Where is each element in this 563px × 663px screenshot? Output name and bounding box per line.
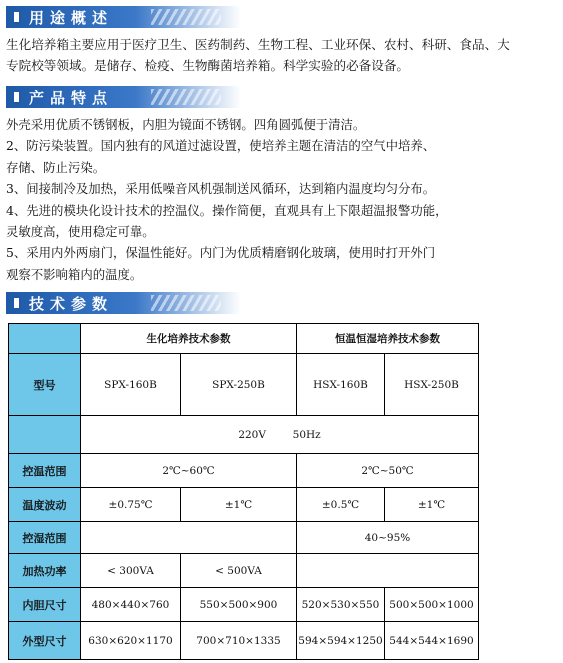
temp-fluct-cell: ±0.75℃ bbox=[81, 488, 181, 522]
inner-size-cell: 550×500×900 bbox=[181, 588, 297, 622]
usage-line: 生化培养箱主要应用于医疗卫生、医药制药、生物工程、工业环保、农村、科研、食品、大 bbox=[6, 37, 510, 52]
outer-size-cell: 544×544×1690 bbox=[385, 622, 479, 660]
inner-size-cell: 480×440×760 bbox=[81, 588, 181, 622]
table-row bbox=[9, 622, 479, 660]
table-row bbox=[9, 588, 479, 622]
temp-fluct-cell: ±1℃ bbox=[385, 488, 479, 522]
feature-line: 观察不影响箱内的温度。 bbox=[6, 266, 143, 282]
heat-power-cell: < 300VA bbox=[81, 554, 181, 588]
row-header-model: 型号 bbox=[9, 354, 81, 416]
row-header-blank bbox=[9, 416, 81, 454]
feature-line: 灵敏度高，使用稳定可靠。 bbox=[6, 224, 155, 240]
table-row bbox=[9, 488, 479, 522]
spec-table bbox=[8, 323, 479, 660]
table-row bbox=[9, 522, 479, 554]
outer-size-cell: 594×594×1250 bbox=[297, 622, 385, 660]
row-header-temp-fluct: 温度波动 bbox=[9, 488, 81, 522]
usage-line: 专院校等领域。是储存、检疫、生物酶菌培养箱。科学实验的必备设备。 bbox=[6, 58, 409, 73]
table-row bbox=[9, 454, 479, 488]
table-row bbox=[9, 354, 479, 416]
temp-range-cell: 2℃~60℃ bbox=[81, 454, 297, 488]
section-marker-icon bbox=[12, 296, 21, 310]
decorative-stripes bbox=[151, 9, 221, 25]
group-header-biochem: 生化培养技术参数 bbox=[81, 324, 297, 354]
humid-range-cell: 40~95% bbox=[297, 522, 479, 554]
features-paragraph bbox=[6, 114, 558, 285]
row-header-humid-range: 控湿范围 bbox=[9, 522, 81, 554]
section-header-usage bbox=[6, 6, 241, 28]
table-row bbox=[9, 416, 479, 454]
decorative-stripes bbox=[151, 295, 221, 311]
model-cell: SPX-250B bbox=[181, 354, 297, 416]
feature-line: 外壳采用优质不锈钢板，内胆为镜面不锈钢。四角圆弧便于清洁。 bbox=[6, 117, 366, 132]
section-header-params bbox=[6, 292, 241, 314]
feature-line: 2、防污染装置。国内独有的风道过滤设置，使培养主题在清洁的空气中培养、 bbox=[6, 138, 436, 154]
model-cell: HSX-250B bbox=[385, 354, 479, 416]
outer-size-cell: 700×710×1335 bbox=[181, 622, 297, 660]
empty-cell bbox=[297, 554, 479, 588]
feature-line: 3、间接制冷及加热，采用低噪音风机强制送风循环，达到箱内温度均匀分布。 bbox=[6, 181, 436, 197]
model-cell: SPX-160B bbox=[81, 354, 181, 416]
group-header-humid: 恒温恒湿培养技术参数 bbox=[297, 324, 479, 354]
section-title: 用途概述 bbox=[29, 8, 114, 27]
outer-size-cell: 630×620×1170 bbox=[81, 622, 181, 660]
corner-cell bbox=[9, 324, 81, 354]
table-row bbox=[9, 324, 479, 354]
row-header-outer-size: 外型尺寸 bbox=[9, 622, 81, 660]
row-header-temp-range: 控温范围 bbox=[9, 454, 81, 488]
section-header-features bbox=[6, 86, 241, 108]
row-header-heat-power: 加热功率 bbox=[9, 554, 81, 588]
section-marker-icon bbox=[12, 10, 21, 24]
feature-line: 4、先进的模块化设计技术的控温仪。操作简便，直观具有上下限超温报警功能， bbox=[6, 202, 448, 218]
power-cell: 220V 50Hz bbox=[81, 416, 479, 454]
section-title: 技术参数 bbox=[29, 294, 114, 313]
temp-range-cell: 2℃~50℃ bbox=[297, 454, 479, 488]
temp-fluct-cell: ±0.5℃ bbox=[297, 488, 385, 522]
feature-line: 存储、防止污染。 bbox=[6, 159, 106, 175]
row-header-inner-size: 内胆尺寸 bbox=[9, 588, 81, 622]
feature-line: 5、采用内外两扇门，保温性能好。内门为优质精磨钢化玻璃，使用时打开外门 bbox=[6, 245, 436, 261]
heat-power-cell: < 500VA bbox=[181, 554, 297, 588]
inner-size-cell: 520×530×550 bbox=[297, 588, 385, 622]
usage-paragraph bbox=[6, 34, 558, 76]
model-cell: HSX-160B bbox=[297, 354, 385, 416]
inner-size-cell: 500×500×1000 bbox=[385, 588, 479, 622]
decorative-stripes bbox=[151, 89, 221, 105]
section-marker-icon bbox=[12, 90, 21, 104]
empty-cell bbox=[81, 522, 297, 554]
table-row bbox=[9, 554, 479, 588]
section-title: 产品特点 bbox=[29, 88, 114, 107]
temp-fluct-cell: ±1℃ bbox=[181, 488, 297, 522]
